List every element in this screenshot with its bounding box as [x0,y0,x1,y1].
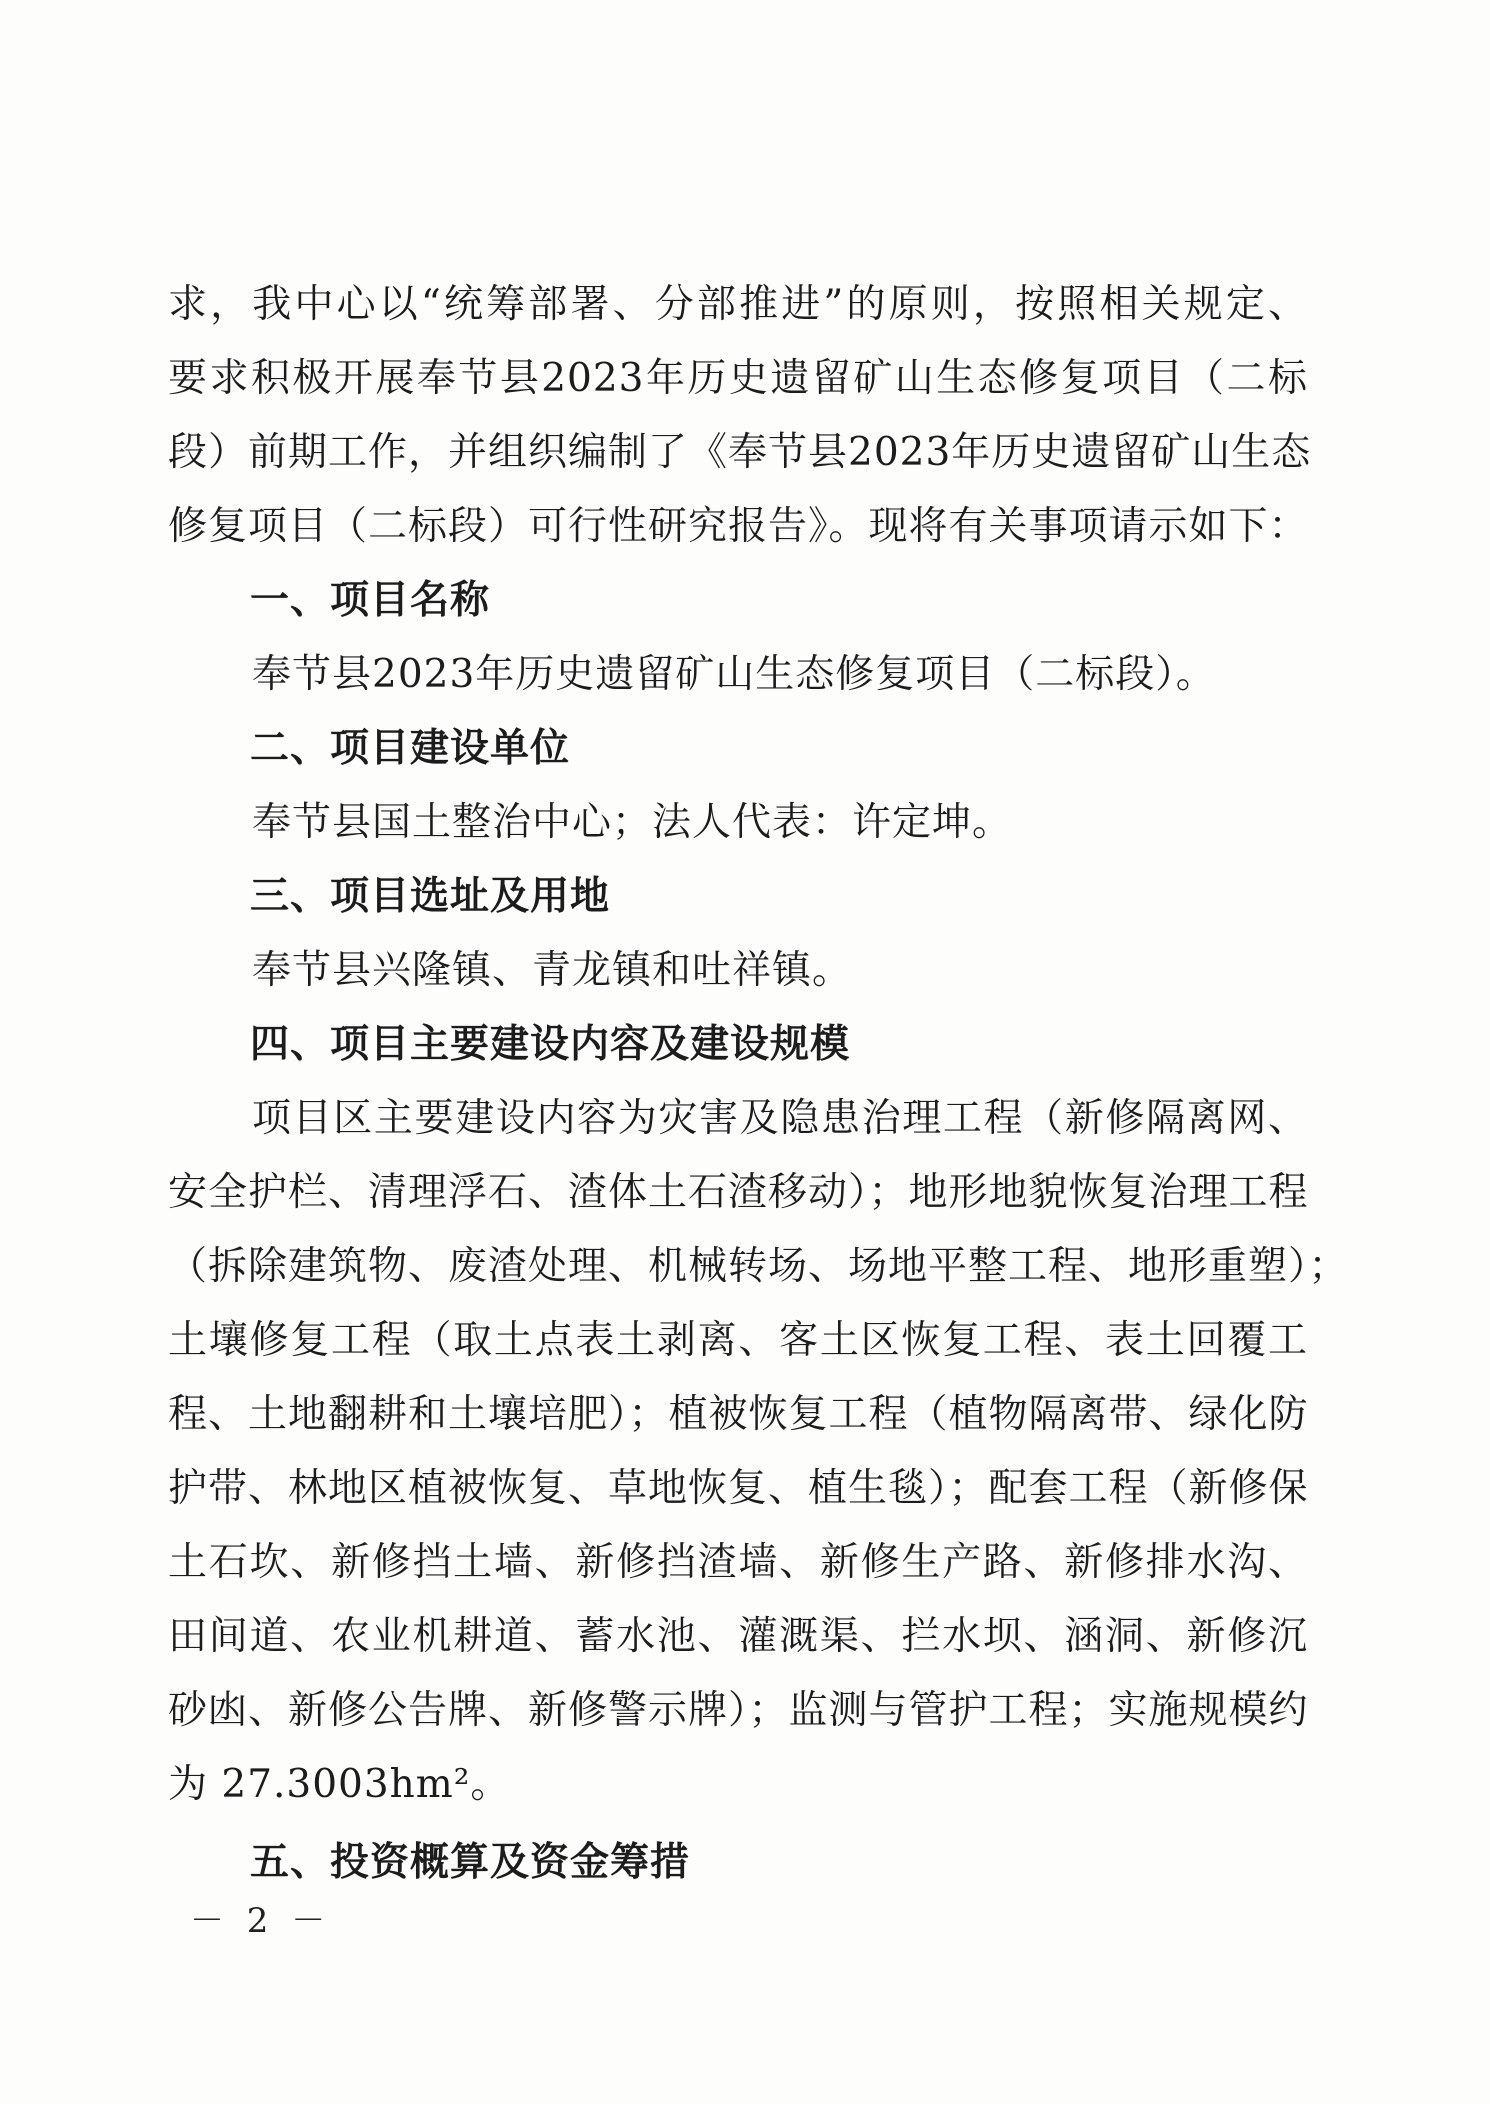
section-text-site-and-land: 奉节县兴隆镇、青龙镇和吐祥镇。 [252,948,853,993]
paragraph-line: 求，我中心以“统筹部署、分部推进”的原则，按照相关规定、 [168,282,1308,327]
paragraph-line: 土石坎、新修挡土墙、新修挡渣墙、新修生产路、新修排水沟、 [168,1540,1308,1585]
paragraph-line: 田间道、农业机耕道、蓄水池、灌溉渠、拦水坝、涵洞、新修沉 [168,1614,1308,1659]
paragraph-line: （拆除建筑物、废渣处理、机械转场、场地平整工程、地形重塑）； [168,1244,1349,1289]
section-heading-site-and-land: 三、项目选址及用地 [250,874,611,919]
paragraph-line: 土壤修复工程（取土点表土剥离、客土区恢复工程、表土回覆工 [168,1318,1308,1363]
paragraph-line: 段）前期工作，并组织编制了《奉节县2023年历史遗留矿山生态 [168,430,1312,475]
section-heading-project-name: 一、项目名称 [250,578,491,623]
section-heading-construction-content: 四、项目主要建设内容及建设规模 [250,1022,851,1067]
paragraph-line: 为 27.3003hm²。 [168,1762,511,1807]
paragraph-line: 护带、林地区植被恢复、草地恢复、植生毯）；配套工程（新修保 [168,1466,1309,1511]
document-body [168,268,1349,1900]
paragraph-line: 项目区主要建设内容为灾害及隐患治理工程（新修隔离网、 [252,1096,1308,1141]
paragraph-line: 安全护栏、清理浮石、渣体土石渣移动）；地形地貌恢复治理工程 [168,1170,1309,1215]
section-text-construction-unit: 奉节县国土整治中心；法人代表：许定坤。 [252,800,1013,845]
section-text-project-name: 奉节县2023年历史遗留矿山生态修复项目（二标段）。 [252,652,1216,697]
page-number: － 2 － [190,1901,332,1941]
paragraph-line: 要求积极开展奉节县2023年历史遗留矿山生态修复项目（二标 [168,356,1308,401]
paragraph-line: 砂凼、新修公告牌、新修警示牌）；监测与管护工程；实施规模约 [168,1688,1309,1733]
paragraph-line: 修复项目（二标段）可行性研究报告》。现将有关事项请示如下： [168,504,1309,549]
paragraph-line: 程、土地翻耕和土壤培肥）；植被恢复工程（植物隔离带、绿化防 [168,1392,1309,1437]
section-heading-investment: 五、投资概算及资金筹措 [250,1840,691,1885]
section-heading-construction-unit: 二、项目建设单位 [250,726,571,771]
